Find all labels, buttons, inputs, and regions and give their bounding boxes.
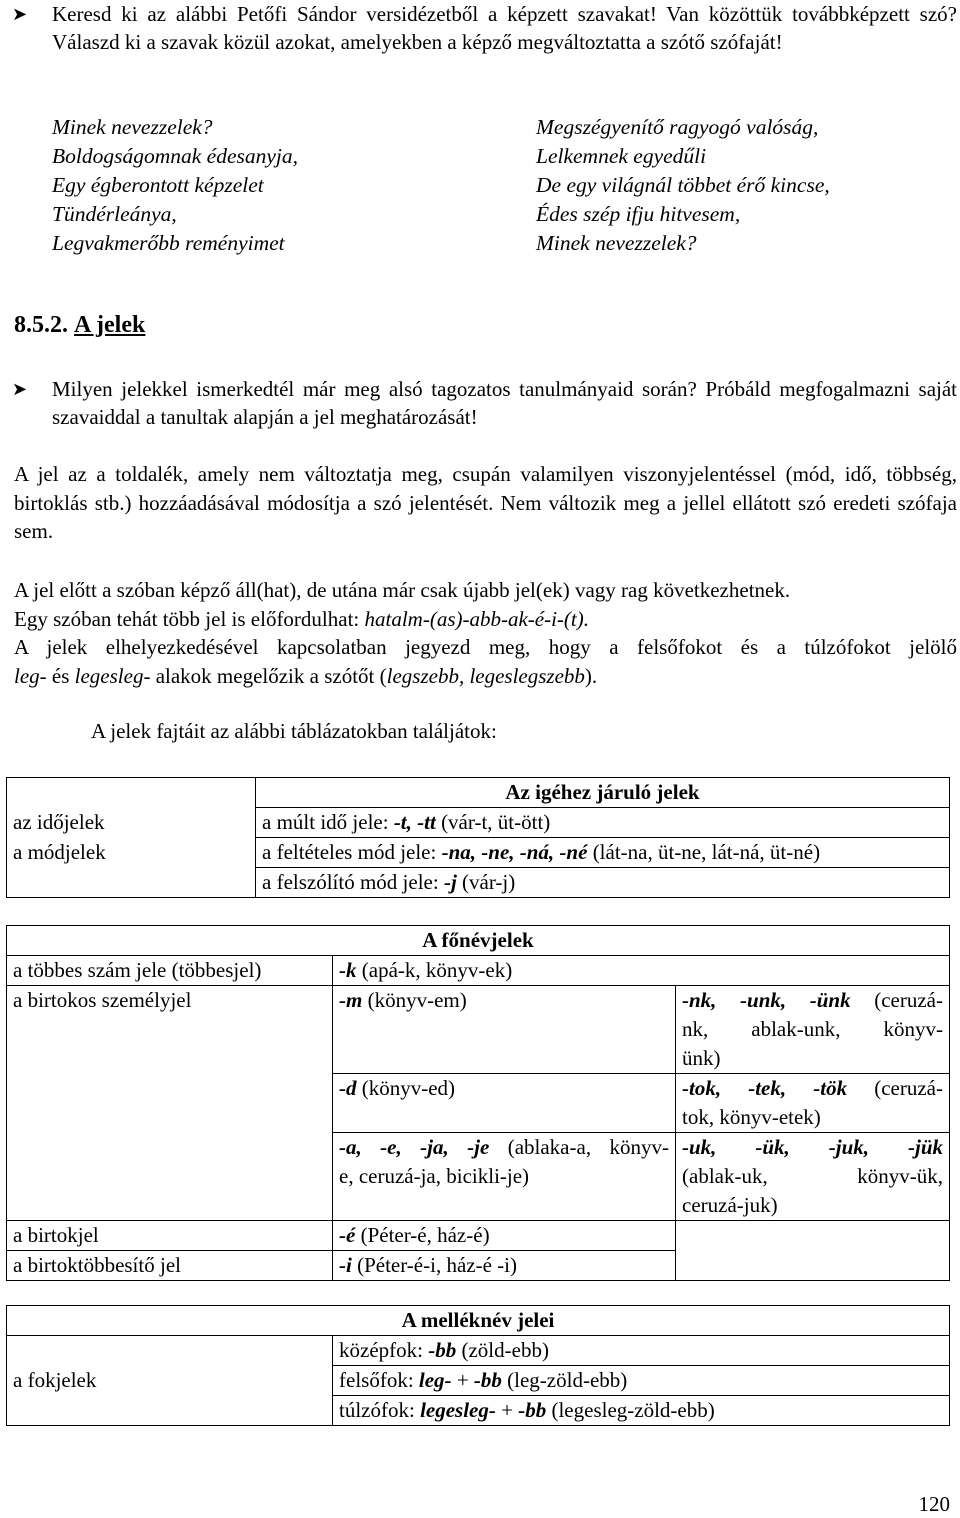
definition-paragraph: A jel az a toldalék, amely nem változtatja meg, csupán valamilyen viszonyjelentéssel (mód, idő, többség, birtoklás stb.) hozzáadásával módosítja a szó jelentését. Nem változik meg a jellel ellátott szó eredeti szófaja sem. — [14, 462, 957, 543]
table-row: felsőfok: leg- + -bb (leg-zöld-ebb) — [7, 1366, 950, 1396]
poem-line: Boldogságomnak édesanyja, — [52, 144, 299, 168]
page-number: 120 — [918, 1492, 950, 1516]
arrow-bullet-icon: ➤ — [12, 4, 28, 24]
poem-line: Egy égberontott képzelet — [52, 173, 264, 197]
table-row: a birtokjel -é (Péter-é, ház-é) — [7, 1221, 950, 1251]
task1-text: Keresd ki az alábbi Petőfi Sándor versidézetből a képzett szavakat! Van közöttük továbbképzett szó? Válaszd ki a szavak közül azokat, amelyekben a képző megváltoztatta a szótő szófaját! — [52, 2, 957, 54]
para-line: A jelek elhelyezkedésével kapcsolatban jegyezd meg, hogy a felsőfokot és a túlzófokot jelölő — [14, 635, 957, 659]
poem-line: De egy világnál többet érő kincse, — [536, 173, 830, 197]
table-row: az időjelek a múlt idő jele: -t, -tt (vár-t, üt-ött) — [7, 808, 950, 838]
table-row: a módjelek a feltételes mód jele: -na, -ne, -ná, -né (lát-na, üt-ne, lát-ná, üt-né) — [7, 838, 950, 868]
poem-right-column — [536, 113, 830, 258]
adjective-signs-table — [6, 1305, 950, 1426]
poem-line: Lelkemnek egyedűli — [536, 144, 707, 168]
table-row: túlzófok: legesleg- + -bb (legesleg-zöld-ebb) — [7, 1396, 950, 1426]
poem-line: Tündérleánya, — [52, 202, 177, 226]
poem-line: Minek nevezzelek? — [536, 231, 697, 255]
para-line: leg- és legesleg- alakok megelőzik a szótőt (legszebb, legeslegszebb). — [14, 663, 598, 688]
table-row: a birtoktöbbesítő jel -i (Péter-é-i, ház-é -i) — [7, 1251, 950, 1281]
task2-text: Milyen jelekkel ismerkedtél már meg alsó tagozatos tanulmányaid során? Próbáld megfogalmazni saját szavaiddal a tanultak alapján a jel meghatározását! — [52, 377, 957, 429]
poem-line: Édes szép ifju hitvesem, — [536, 202, 741, 226]
table-cell — [7, 778, 256, 808]
position-paragraph — [14, 576, 957, 690]
table-row: a fokjelek középfok: -bb (zöld-ebb) — [7, 1336, 950, 1366]
poem-line: Legvakmerőbb reményimet — [52, 231, 285, 255]
table-title: A főnévjelek — [7, 926, 950, 956]
noun-signs-table — [6, 925, 950, 1281]
poem-left-column — [52, 113, 298, 258]
task2-bullet — [12, 375, 957, 431]
table-title: Az igéhez járuló jelek — [256, 778, 950, 808]
table-row: a többes szám jele (többesjel) -k (apá-k, könyv-ek) — [7, 956, 950, 986]
table-row: a birtokos személyjel -m (könyv-em) -nk, -unk, -ünk (ceruzá- nk, ablak-unk, könyv- ünk) — [7, 986, 950, 1074]
tables-intro: A jelek fajtáit az alábbi táblázatokban találjátok: — [91, 719, 497, 743]
poem-line: Megszégyenítő ragyogó valóság, — [536, 115, 819, 139]
section-title: A jelek — [74, 312, 146, 338]
task1-bullet — [12, 0, 957, 56]
table-title: A melléknév jelei — [7, 1306, 950, 1336]
para-line: A jel előtt a szóban képző áll(hat), de utána már csak újabb jel(ek) vagy rag következhetnek. — [14, 578, 791, 602]
verb-signs-table — [6, 777, 950, 898]
poem-line: Minek nevezzelek? — [52, 115, 213, 139]
arrow-bullet-icon: ➤ — [12, 379, 28, 399]
table-row: -d (könyv-ed) -tok, -tek, -tök (ceruzá- tok, könyv-etek) — [7, 1074, 950, 1133]
table-row: a felszólító mód jele: -j (vár-j) — [7, 868, 950, 898]
table-row: -a, -e, -ja, -je (ablaka-a, könyv- e, ceruzá-ja, bicikli-je) -uk, -ük, -juk, -jük (ablak-uk, könyv-ük, ceruzá-juk) — [7, 1133, 950, 1221]
section-heading — [14, 312, 145, 339]
para-line: Egy szóban tehát több jel is előfordulhat: hatalm-(as)-abb-ak-é-i-(t). — [14, 606, 589, 631]
section-number: 8.5.2. — [14, 312, 68, 338]
